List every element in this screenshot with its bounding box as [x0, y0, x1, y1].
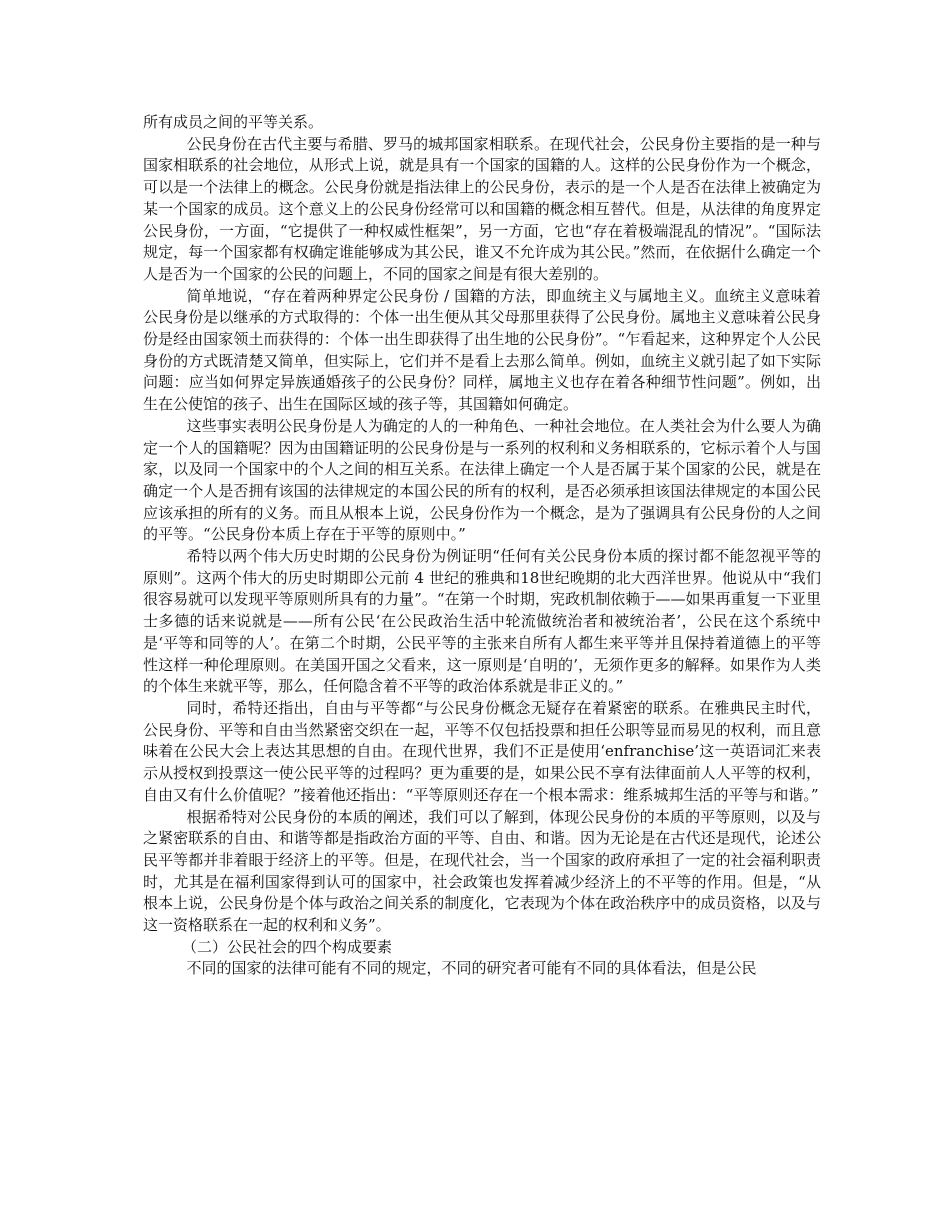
document-page [143, 112, 821, 980]
paragraph-social-role: 这些事实表明公民身份是人为确定的人的一种角色、一种社会地位。在人类社会为什么要人为确定一个人的国籍呢？因为由国籍证明的公民身份是与一系列的权利和义务相联系的，它标示着个人与国家，以及同一个国家中的个人之间的相互关系。在法律上确定一个人是否属于某个国家的公民，就是在确定一个人是否拥有该国的法律规定的本国公民的所有的权利，是否必须承担该国法律规定的本国公民应该承担的所有的义务。而且从根本上说，公民身份作为一个概念，是为了强调具有公民身份的人之间的平等。“公民身份本质上存在于平等的原则中。” [143, 416, 821, 544]
paragraph-heater-equality: 希特以两个伟大历史时期的公民身份为例证明“任何有关公民身份本质的探讨都不能忽视平等的原则”。这两个伟大的历史时期即公元前 4 世纪的雅典和18世纪晚期的北大西洋世界。他说从中“我们很容易就可以发现平等原则所具有的力量”。“在第一个时期，宪政机制依赖于——如果再重复一下亚里士多德的话来说就是——所有公民‘在公民政治生活中轮流做统治者和被统治者’，公民在这个系统中是‘平等和同等的人’。在第二个时期，公民平等的主张来自所有人都生来平等并且保持着道德上的平等性这样一种伦理原则。在美国开国之父看来，这一原则是‘自明的’，无须作更多的解释。如果作为人类的个体生来就平等，那么，任何隐含着不平等的政治体系就是非正义的。” [143, 547, 821, 696]
paragraph-jus-sanguinis-soli: 简单地说，“存在着两种界定公民身份 / 国籍的方法，即血统主义与属地主义。血统主义意味着公民身份是以继承的方式取得的：个体一出生便从其父母那里获得了公民身份。属地主义意味着公民身份是经由国家领土而获得的：个体一出生即获得了出生地的公民身份”。“乍看起来，这种界定个人公民身份的方式既清楚又简单，但实际上，它们并不是看上去那么简单。例如，血统主义就引起了如下实际问题：应当如何界定异族通婚孩子的公民身份？同样，属地主义也存在着各种细节性问题”。例如，出生在公使馆的孩子、出生在国际区域的孩子等，其国籍如何确定。 [143, 286, 821, 414]
paragraph-last: 不同的国家的法律可能有不同的规定，不同的研究者可能有不同的具体看法，但是公民 [186, 959, 757, 978]
paragraph-freedom-equality: 同时，希特还指出，自由与平等都“与公民身份概念无疑存在着紧密的联系。在雅典民主时代，公民身份、平等和自由当然紧密交织在一起，平等不仅包括投票和担任公职等显而易见的权利，而且意味着在公民大会上表达其思想的自由。在现代世界，我们不正是使用‘enfranchise’这一英语词汇来表示从授权到投票这一使公民平等的过程吗？更为重要的是，如果公民不享有法律面前人人平等的权利，自由又有什么价值呢？”接着他还指出：“平等原则还存在一个根本需求：维系城邦生活的平等与和谐。” [143, 698, 821, 804]
section-heading: （二）公民社会的四个构成要素 [182, 937, 393, 956]
paragraph-continuation: 所有成员之间的平等关系。 [143, 113, 324, 131]
paragraph-political-equality: 根据希特对公民身份的本质的阐述，我们可以了解到，体现公民身份的本质的平等原则，以及与之紧密联系的自由、和谐等都是指政治方面的平等、自由、和谐。因为无论是在古代还是现代，论述公民平等都并非着眼于经济上的平等。但是，在现代社会，当一个国家的政府承担了一定的社会福利职责时，尤其是在福利国家得到认可的国家中，社会政策也发挥着减少经济上的不平等的作用。但是，“从根本上说，公民身份是个体与政治之间关系的制度化，它表现为个体在政治秩序中的成员资格，以及与这一资格联系在一起的权利和义务”。 [143, 807, 821, 935]
paragraph-citizenship-origin: 公民身份在古代主要与希腊、罗马的城邦国家相联系。在现代社会，公民身份主要指的是一种与国家相联系的社会地位，从形式上说，就是具有一个国家的国籍的人。这样的公民身份作为一个概念，可以是一个法律上的概念。公民身份就是指法律上的公民身份，表示的是一个人是否在法律上被确定为某一个国家的成员。这个意义上的公民身份经常可以和国籍的概念相互替代。但是，从法律的角度界定公民身份，一方面，“它提供了一种权威性框架”，另一方面，它也“存在着极端混乱的情况”。“国际法规定，每一个国家都有权确定谁能够成为其公民，谁又不允许成为其公民。”然而，在依据什么确定一个人是否为一个国家的公民的问题上，不同的国家之间是有很大差别的。 [143, 134, 821, 283]
